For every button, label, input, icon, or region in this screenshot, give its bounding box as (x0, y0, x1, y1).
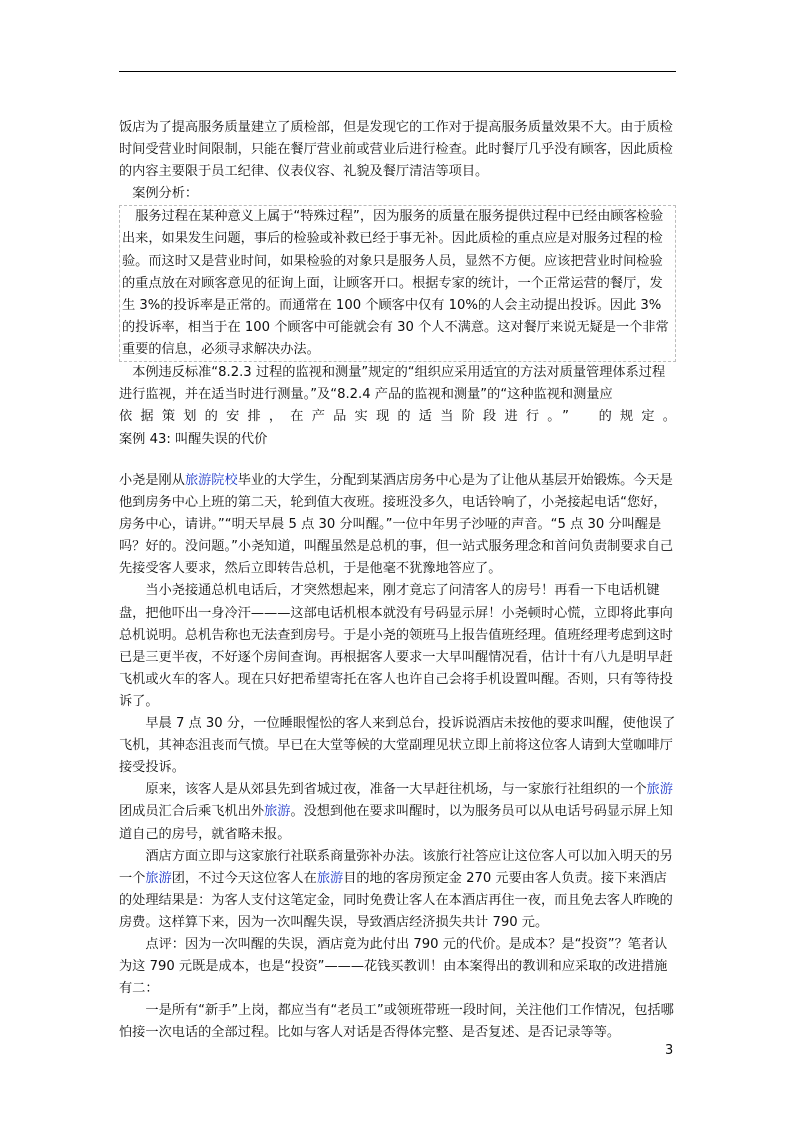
hyperlink-tourism[interactable]: 旅游 (145, 870, 172, 886)
hyperlink-tourism[interactable]: 旅游 (264, 804, 291, 820)
paragraph: 依据策划的安排，在产品实现的适当阶段进行。” 的规定。 (119, 409, 676, 425)
paragraph: 本例违反标准“8.2.3 过程的监视和测量”规定的“组织应采用适宜的方法对质量管理体系过程进行监视，并在适当时进行测量。”及“8.2.4 产品的监视和测量”的“这种监视和测量应 (119, 365, 666, 403)
page-number: 3 (665, 1043, 674, 1058)
case-43-body (119, 470, 676, 1044)
hyperlink-tourism[interactable]: 旅游 (316, 870, 344, 886)
paragraph: 早晨 7 点 30 分，一位睡眼惺忪的客人来到总台，投诉说酒店未按他的要求叫醒，使他误了飞机，其神态沮丧而气愤。早已在大堂等候的大堂副理见状立即上前将这位客人请到大堂咖啡厅接受投诉。 (119, 716, 676, 776)
case-42-continuation (119, 117, 676, 428)
paragraph: 酒店方面立即与这家旅行社联系商量弥补办法。该旅行社答应让这位客人可以加入明天的另一个旅游团，不过今天这位客人在旅游目的地的客房预定金 270 元要由客人负责。接下来酒店的处理结果是：为客人支付这笔定金，同时免费让客人在本酒店再住一夜，而且免去客人昨晚的房费。这样算下来，因为一次叫醒失误，导致酒店经济损失共计 790 元。 (119, 848, 673, 930)
paragraph: 饭店为了提高服务质量建立了质检部，但是发现它的工作对于提高服务质量效果不大。由于质检时间受营业时间限制，只能在餐厅营业前或营业后进行检查。此时餐厅几乎没有顾客，因此质检的内容主要限于员工纪律、仪表仪容、礼貌及餐厅清洁等项目。 (119, 120, 673, 180)
analysis-label: 案例分析： (132, 186, 199, 202)
paragraph: 服务过程在某种意义上属于“特殊过程”，因为服务的质量在服务提供过程中已经由顾客检验出来，如果发生问题，事后的检验或补救已经于事无补。因此质检的重点应是对服务过程的检验。而这时又是营业时间，如果检验的对象只是服务人员，显然不方便。应该把营业时间检验的重点放在对顾客意见的征询上面，让顾客开口。根据专家的统计，一个正常运营的餐厅，发生 3%的投诉率是正常的。而通常在 100 个顾客中仅有 10%的人会主动提出投诉。因此 3%的投诉率，相当于在 100 个顾客中可能就会有 30 个人不满意。这对餐厅来说无疑是一个非常重要的信息，必须寻求解决办法。 (122, 209, 669, 357)
paragraph: 小尧是刚从旅游院校毕业的大学生，分配到某酒店房务中心是为了让他从基层开始锻炼。今天是他到房务中心上班的第二天，轮到值大夜班。接班没多久，电话铃响了，小尧接起电话“您好，房务中心，请讲。”“明天早晨 5 点 30 分叫醒。”一位中年男子沙哑的声音。“5 点 30 分叫醒是吗？好的。没问题。”小尧知道，叫醒虽然是总机的事，但一站式服务理念和首问负责制要求自己先接受客人要求，然后立即转告总机，于是他毫不犹豫地答应了。 (119, 473, 674, 577)
paragraph: 当小尧接通总机电话后，才突然想起来，刚才竟忘了问清客人的房号！再看一下电话机键盘，把他吓出一身冷汗———这部电话机根本就没有号码显示屏！小尧顿时心慌，立即将此事向总机说明。总机告称也无法查到房号。于是小尧的领班马上报告值班经理。值班经理考虑到这时已是三更半夜，不好逐个房间查询。再根据客人要求一大早叫醒情况看，估计十有八九是明早赶飞机或火车的客人。现在只好把希望寄托在客人也许自己会将手机设置叫醒。否则，只有等待投诉了。 (119, 583, 673, 709)
paragraph: 一是所有“新手”上岗，都应当有“老员工”或领班带班一段时间，关注他们工作情况，包括哪怕接一次电话的全部过程。比如与客人对话是否得体完整、是否复述、是否记录等等。 (119, 1003, 674, 1041)
hyperlink-tourism[interactable]: 旅游 (646, 782, 673, 798)
header-rule (119, 71, 676, 72)
paragraph: 点评：因为一次叫醒的失误，酒店竟为此付出 790 元的代价。是成本？是“投资”？笔者认为这 790 元既是成本，也是“投资”———花钱买教训！由本案得出的教训和应采取的改进措施有二： (119, 936, 668, 997)
hyperlink-tourism-school[interactable]: 旅游院校 (184, 473, 238, 488)
analysis-box (119, 205, 676, 362)
paragraph: 原来，该客人是从郊县先到省城过夜，准备一大早赶往机场，与一家旅行社组织的一个旅游团成员汇合后乘飞机出外旅游。没想到他在要求叫醒时，以为服务员可以从电话号码显示屏上知道自己的房号，就省略未报。 (119, 782, 673, 842)
case-title: 案例 43: 叫醒失误的代价 (119, 432, 268, 447)
